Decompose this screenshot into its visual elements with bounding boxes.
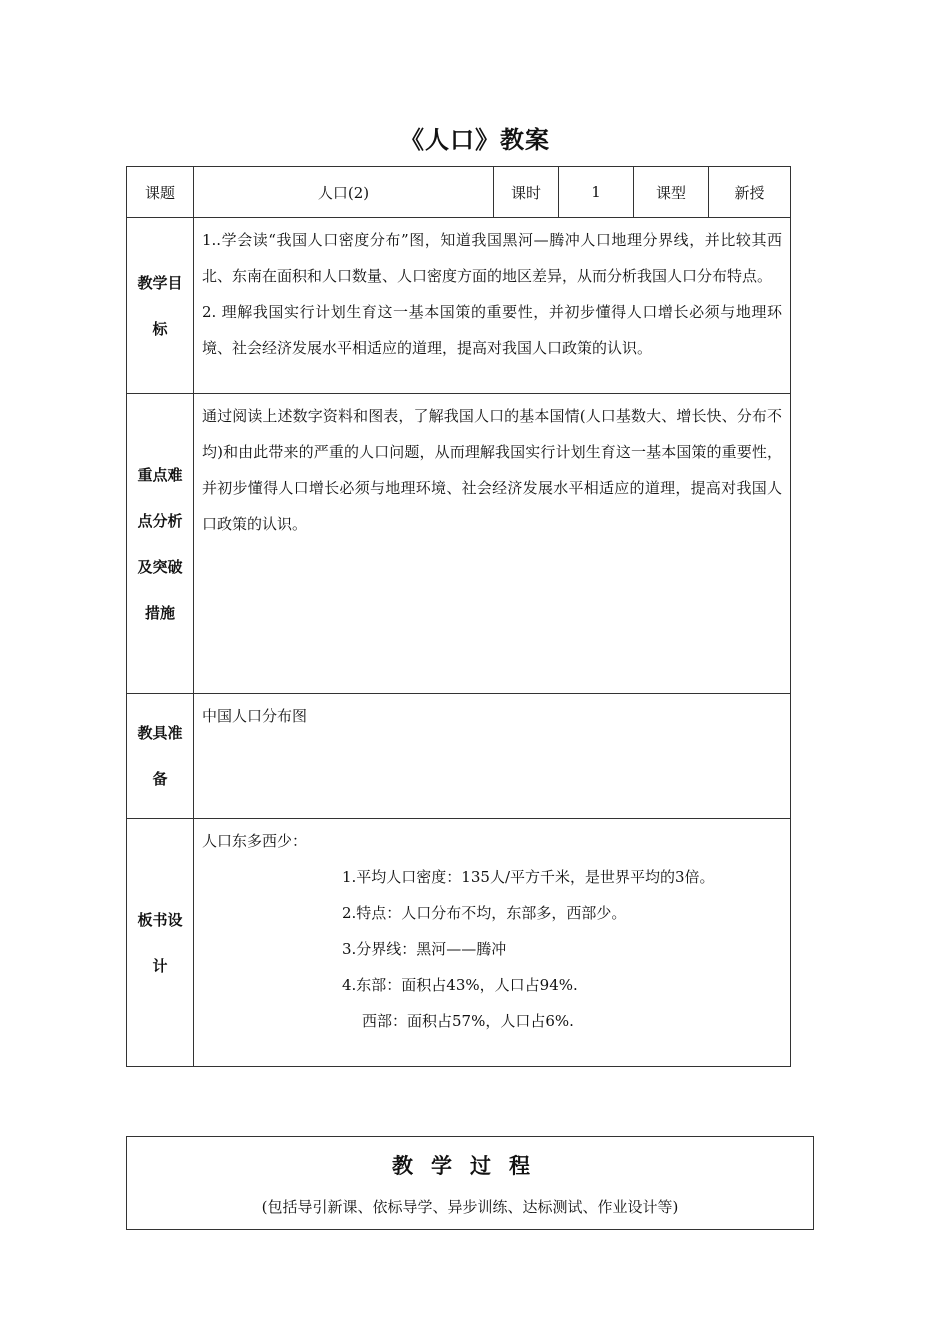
tools-row <box>127 694 791 819</box>
board-row <box>127 819 791 1067</box>
type-label: 课型 <box>634 167 709 218</box>
board-content <box>194 819 791 1067</box>
key-points-row <box>127 394 791 694</box>
key-points-label: 重点难点分析及突破措施 <box>127 394 194 694</box>
lesson-plan-table <box>126 166 791 1067</box>
teaching-process-cell <box>127 1137 814 1230</box>
goals-label: 教学目标 <box>127 218 194 394</box>
tools-content: 中国人口分布图 <box>194 694 791 819</box>
type-value: 新授 <box>709 167 791 218</box>
board-line-2: 2.特点：人口分布不均，东部多，西部少。 <box>342 904 627 922</box>
tools-label: 教具准备 <box>127 694 194 819</box>
topic-value: 人口(2) <box>194 167 494 218</box>
period-value: 1 <box>559 167 634 218</box>
board-label: 板书设计 <box>127 819 194 1067</box>
board-line-4: 4.东部：面积占43%，人口占94%. <box>342 976 578 994</box>
board-line-5: 西部：面积占57%，人口占6%. <box>362 1012 574 1030</box>
topic-label: 课题 <box>127 167 194 218</box>
goals-content <box>194 218 791 394</box>
document-title: 《人口》教案 <box>400 125 550 154</box>
goals-paragraph-2: 2. 理解我国实行计划生育这一基本国策的重要性，并初步懂得人口增长必须与地理环境、社会经济发展水平相适应的道理，提高对我国人口政策的认识。 <box>202 303 782 357</box>
key-points-content: 通过阅读上述数字资料和图表，了解我国人口的基本国情(人口基数大、增长快、分布不均)和由此带来的严重的人口问题，从而理解我国实行计划生育这一基本国策的重要性，并初步懂得人口增长必须与地理环境、社会经济发展水平相适应的道理，提高对我国人口政策的认识。 <box>194 394 791 694</box>
board-line-1: 1.平均人口密度：135人/平方千米，是世界平均的3倍。 <box>342 868 715 886</box>
process-subtitle: (包括导引新课、依标导学、异步训练、达标测试、作业设计等) <box>261 1197 679 1216</box>
process-title: 教学过程 <box>392 1152 548 1178</box>
teaching-process-table <box>126 1136 814 1230</box>
board-heading: 人口东多西少： <box>202 832 308 850</box>
goals-row <box>127 218 791 394</box>
period-label: 课时 <box>494 167 559 218</box>
board-line-3: 3.分界线：黑河——腾冲 <box>342 940 507 958</box>
header-row <box>127 167 791 218</box>
goals-paragraph-1: 1..学会读“我国人口密度分布”图，知道我国黑河—腾冲人口地理分界线，并比较其西北、东南在面积和人口数量、人口密度方面的地区差异，从而分析我国人口分布特点。 <box>202 231 782 285</box>
